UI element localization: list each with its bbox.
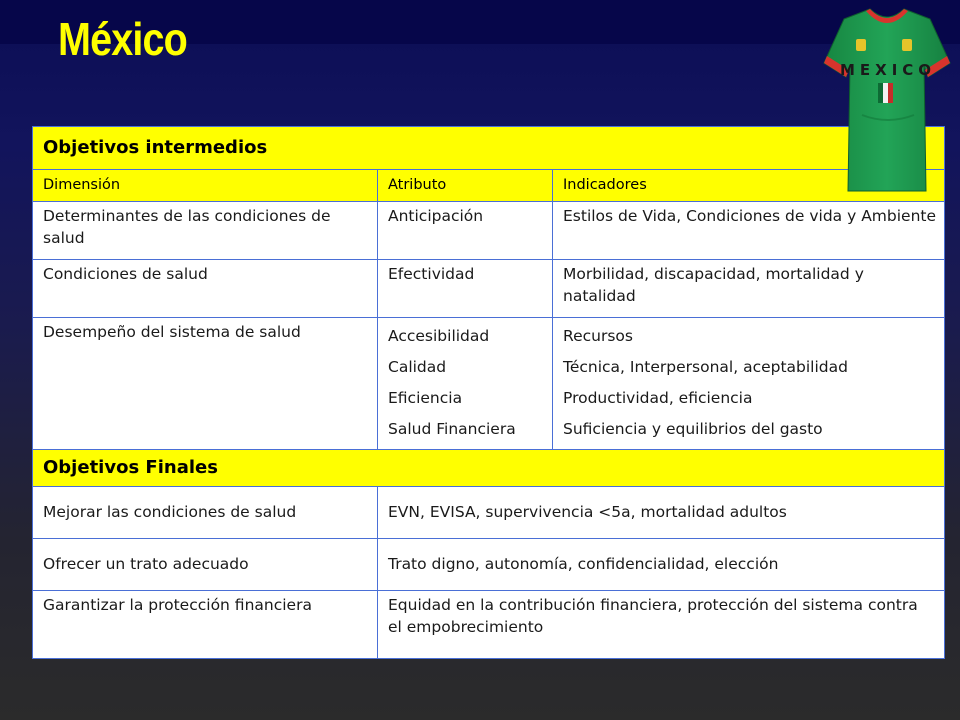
final-objective-cell: Garantizar la protección financiera — [33, 591, 378, 659]
intermediate-objectives-heading: Objetivos intermedios — [33, 127, 945, 170]
final-objective-cell: Ofrecer un trato adecuado — [33, 539, 378, 591]
column-header-row — [33, 170, 945, 202]
dimension-cell: Condiciones de salud — [33, 260, 378, 318]
final-objectives-heading: Objetivos Finales — [33, 450, 945, 487]
indicator-list — [563, 321, 936, 445]
column-header-attribute: Atributo — [378, 170, 553, 202]
jersey-flag-red — [888, 83, 893, 103]
attribute-item: Salud Financiera — [388, 420, 516, 438]
attribute-item: Eficiencia — [388, 389, 463, 407]
table-row — [33, 318, 945, 450]
attribute-cell — [378, 318, 553, 450]
intermediate-objectives-header-row — [33, 127, 945, 170]
indicators-cell — [553, 318, 945, 450]
attribute-item: Accesibilidad — [388, 327, 490, 345]
objectives-table — [32, 126, 945, 659]
slide-title: México — [58, 13, 187, 65]
attribute-list — [388, 321, 544, 445]
jersey-text: MEXICO — [839, 61, 937, 79]
dimension-cell: Determinantes de las condiciones de salud — [33, 202, 378, 260]
indicators-cell: Morbilidad, discapacidad, mortalidad y natalidad — [553, 260, 945, 318]
final-objective-cell: Mejorar las condiciones de salud — [33, 487, 378, 539]
indicator-item: Suficiencia y equilibrios del gasto — [563, 420, 823, 438]
attribute-item: Calidad — [388, 358, 447, 376]
mexico-jersey-image — [822, 5, 952, 193]
attribute-cell: Efectividad — [378, 260, 553, 318]
jersey-flag-white — [883, 83, 888, 103]
column-header-dimension: Dimensión — [33, 170, 378, 202]
attribute-cell: Anticipación — [378, 202, 553, 260]
table-row — [33, 591, 945, 659]
final-indicators-cell: Equidad en la contribución financiera, protección del sistema contra el empobrecimiento — [378, 591, 945, 659]
final-indicators-cell: EVN, EVISA, supervivencia <5a, mortalidad adultos — [378, 487, 945, 539]
indicator-item: Técnica, Interpersonal, aceptabilidad — [563, 358, 848, 376]
indicators-cell: Estilos de Vida, Condiciones de vida y Ambiente — [553, 202, 945, 260]
final-indicators-cell: Trato digno, autonomía, confidencialidad, elección — [378, 539, 945, 591]
indicator-item: Recursos — [563, 327, 633, 345]
table-row — [33, 260, 945, 318]
table-row — [33, 487, 945, 539]
table-row — [33, 539, 945, 591]
jersey-right-badge — [902, 39, 912, 51]
jersey-left-badge — [856, 39, 866, 51]
table-row — [33, 202, 945, 260]
dimension-cell: Desempeño del sistema de salud — [33, 318, 378, 450]
indicator-item: Productividad, eficiencia — [563, 389, 753, 407]
column-header-indicators: Indicadores — [553, 170, 945, 202]
jersey-flag-green — [878, 83, 883, 103]
final-objectives-header-row — [33, 450, 945, 487]
